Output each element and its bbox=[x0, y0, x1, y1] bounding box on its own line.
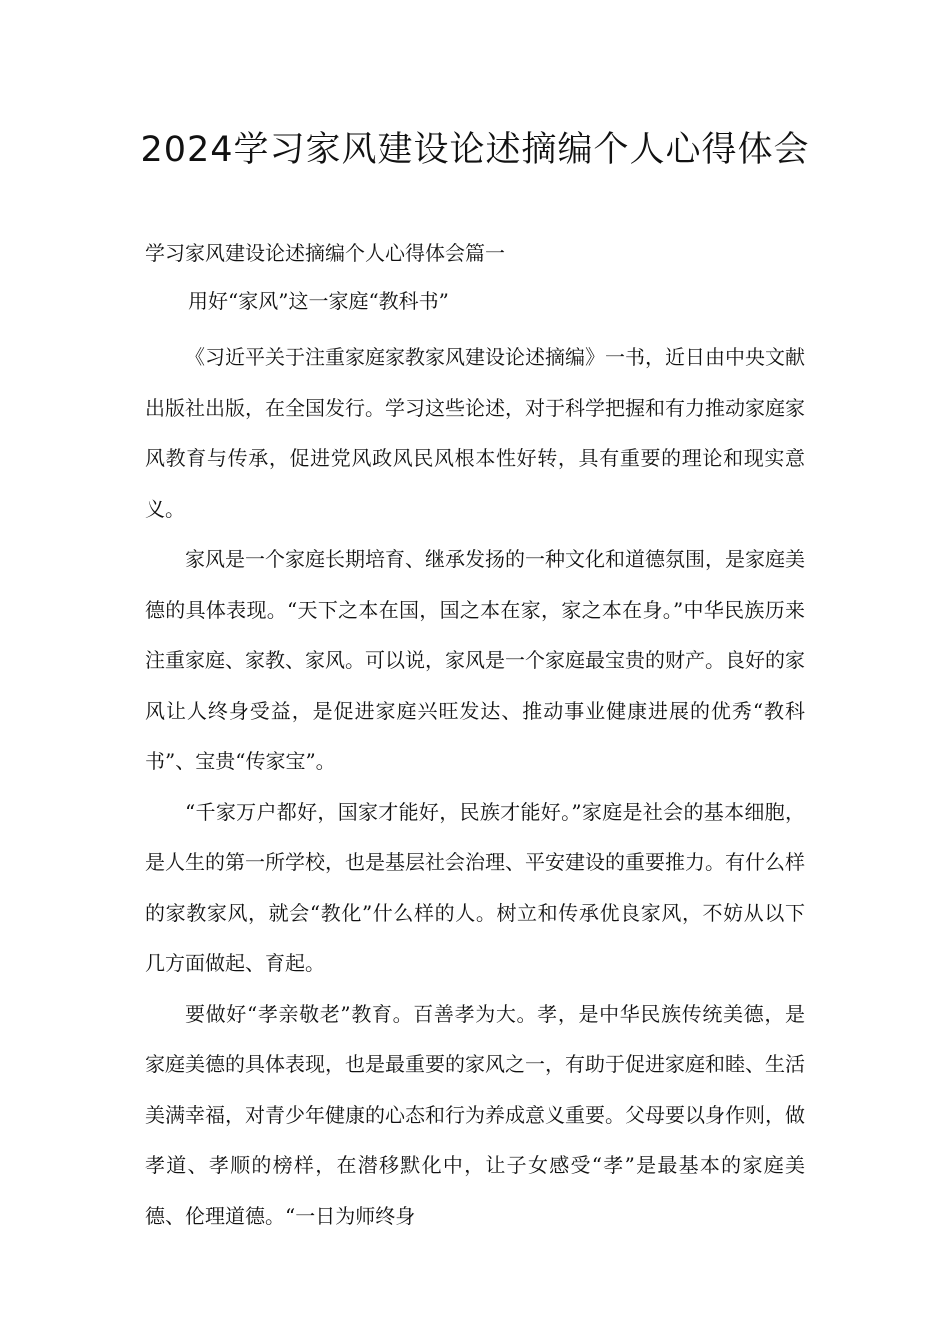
body-text bbox=[145, 332, 805, 1241]
paragraph: 要做好“孝亲敬老”教育。百善孝为大。孝，是中华民族传统美德，是家庭美德的具体表现，也是最重要的家风之一，有助于促进家庭和睦、生活美满幸福，对青少年健康的心态和行为养成意义重要。父母要以身作则，做孝道、孝顺的榜样，在潜移默化中，让子女感受“孝”是最基本的家庭美德、伦理道德。“一日为师终身 bbox=[145, 1001, 805, 1228]
paragraph: “千家万户都好，国家才能好，民族才能好。”家庭是社会的基本细胞，是人生的第一所学校，也是基层社会治理、平安建设的重要推力。有什么样的家教家风，就会“教化”什么样的人。树立和传承优良家风，不妨从以下几方面做起、育起。 bbox=[145, 799, 805, 975]
paragraph: 《习近平关于注重家庭家教家风建设论述摘编》一书，近日由中央文献出版社出版，在全国发行。学习这些论述，对于科学把握和有力推动家庭家风教育与传承，促进党风政风民风根本性好转，具有重要的理论和现实意义。 bbox=[145, 345, 805, 521]
document-title: 2024学习家风建设论述摘编个人心得体会 bbox=[140, 130, 810, 170]
paragraph: 家风是一个家庭长期培育、继承发扬的一种文化和道德氛围，是家庭美德的具体表现。“天下之本在国，国之本在家，家之本在身。”中华民族历来注重家庭、家教、家风。可以说，家风是一个家庭最宝贵的财产。良好的家风让人终身受益，是促进家庭兴旺发达、推动事业健康进展的优秀“教科书”、宝贵“传家宝”。 bbox=[145, 547, 805, 773]
document-subtitle: 学习家风建设论述摘编个人心得体会篇一 bbox=[145, 241, 505, 265]
section-heading: 用好“家风”这一家庭“教科书” bbox=[188, 289, 449, 313]
